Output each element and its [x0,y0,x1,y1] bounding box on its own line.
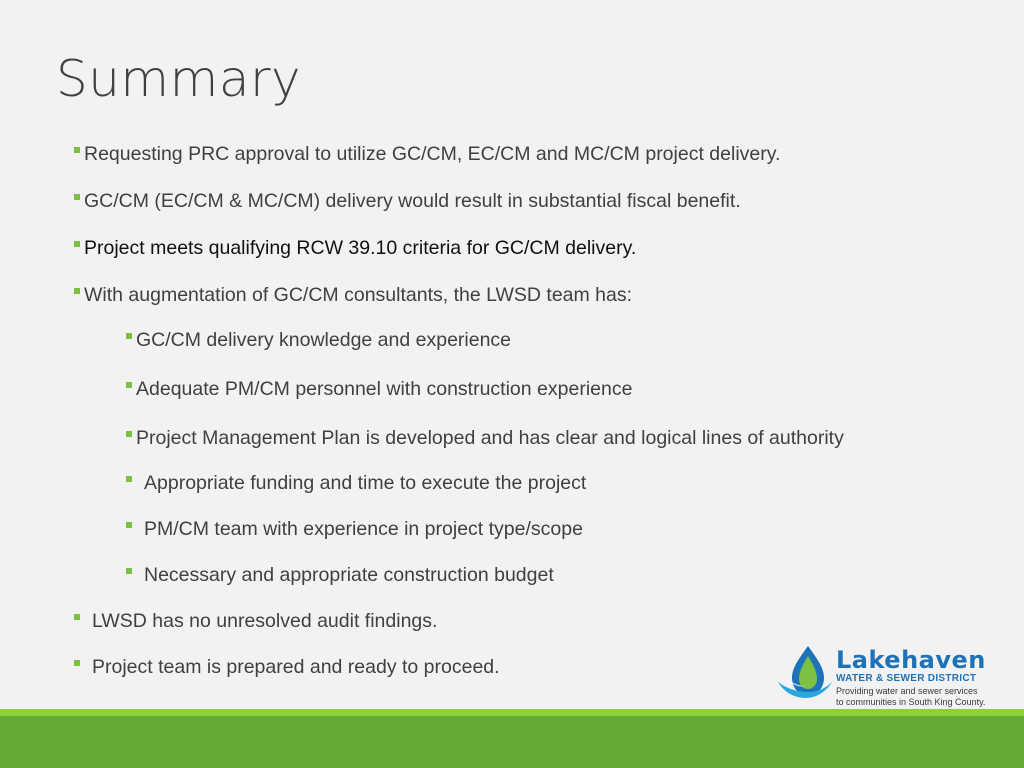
bullet-square-icon [74,194,80,200]
bullet-square-icon [126,522,132,528]
logo-subtitle: Providing water and sewer services [836,686,978,696]
logo-name: Lakehaven [836,646,986,674]
bullet-square-icon [74,614,80,620]
bullet-square-icon [126,431,132,437]
sub-bullet-item: Project Management Plan is developed and has clear and logical lines of authority [126,426,844,450]
sub-bullet-item: Appropriate funding and time to execute the project [126,471,586,495]
bullet-square-icon [74,147,80,153]
bullet-square-icon [126,476,132,482]
bullet-item: Requesting PRC approval to utilize GC/CM, EC/CM and MC/CM project delivery. [74,142,780,166]
bullet-square-icon [126,333,132,339]
slide-title: Summary [56,50,302,108]
bullet-item: Project team is prepared and ready to proceed. [74,655,500,679]
bullet-item: Project meets qualifying RCW 39.10 criteria for GC/CM delivery. [74,236,636,260]
water-drop-icon [774,642,836,702]
logo-subtitle: to communities in South King County. [836,697,986,707]
footer-bar [0,716,1024,768]
bullet-item: GC/CM (EC/CM & MC/CM) delivery would result in substantial fiscal benefit. [74,189,741,213]
footer-accent-line [0,709,1024,716]
bullet-item: With augmentation of GC/CM consultants, the LWSD team has: [74,283,632,307]
sub-bullet-item: Adequate PM/CM personnel with construction experience [126,377,632,401]
sub-bullet-item: Necessary and appropriate construction budget [126,563,554,587]
logo-tagline: WATER & SEWER DISTRICT [836,673,977,684]
bullet-square-icon [74,660,80,666]
bullet-item: LWSD has no unresolved audit findings. [74,609,437,633]
bullet-square-icon [126,382,132,388]
lakehaven-logo [774,640,1014,706]
bullet-square-icon [126,568,132,574]
sub-bullet-item: PM/CM team with experience in project type/scope [126,517,583,541]
sub-bullet-item: GC/CM delivery knowledge and experience [126,328,511,352]
bullet-square-icon [74,241,80,247]
bullet-square-icon [74,288,80,294]
